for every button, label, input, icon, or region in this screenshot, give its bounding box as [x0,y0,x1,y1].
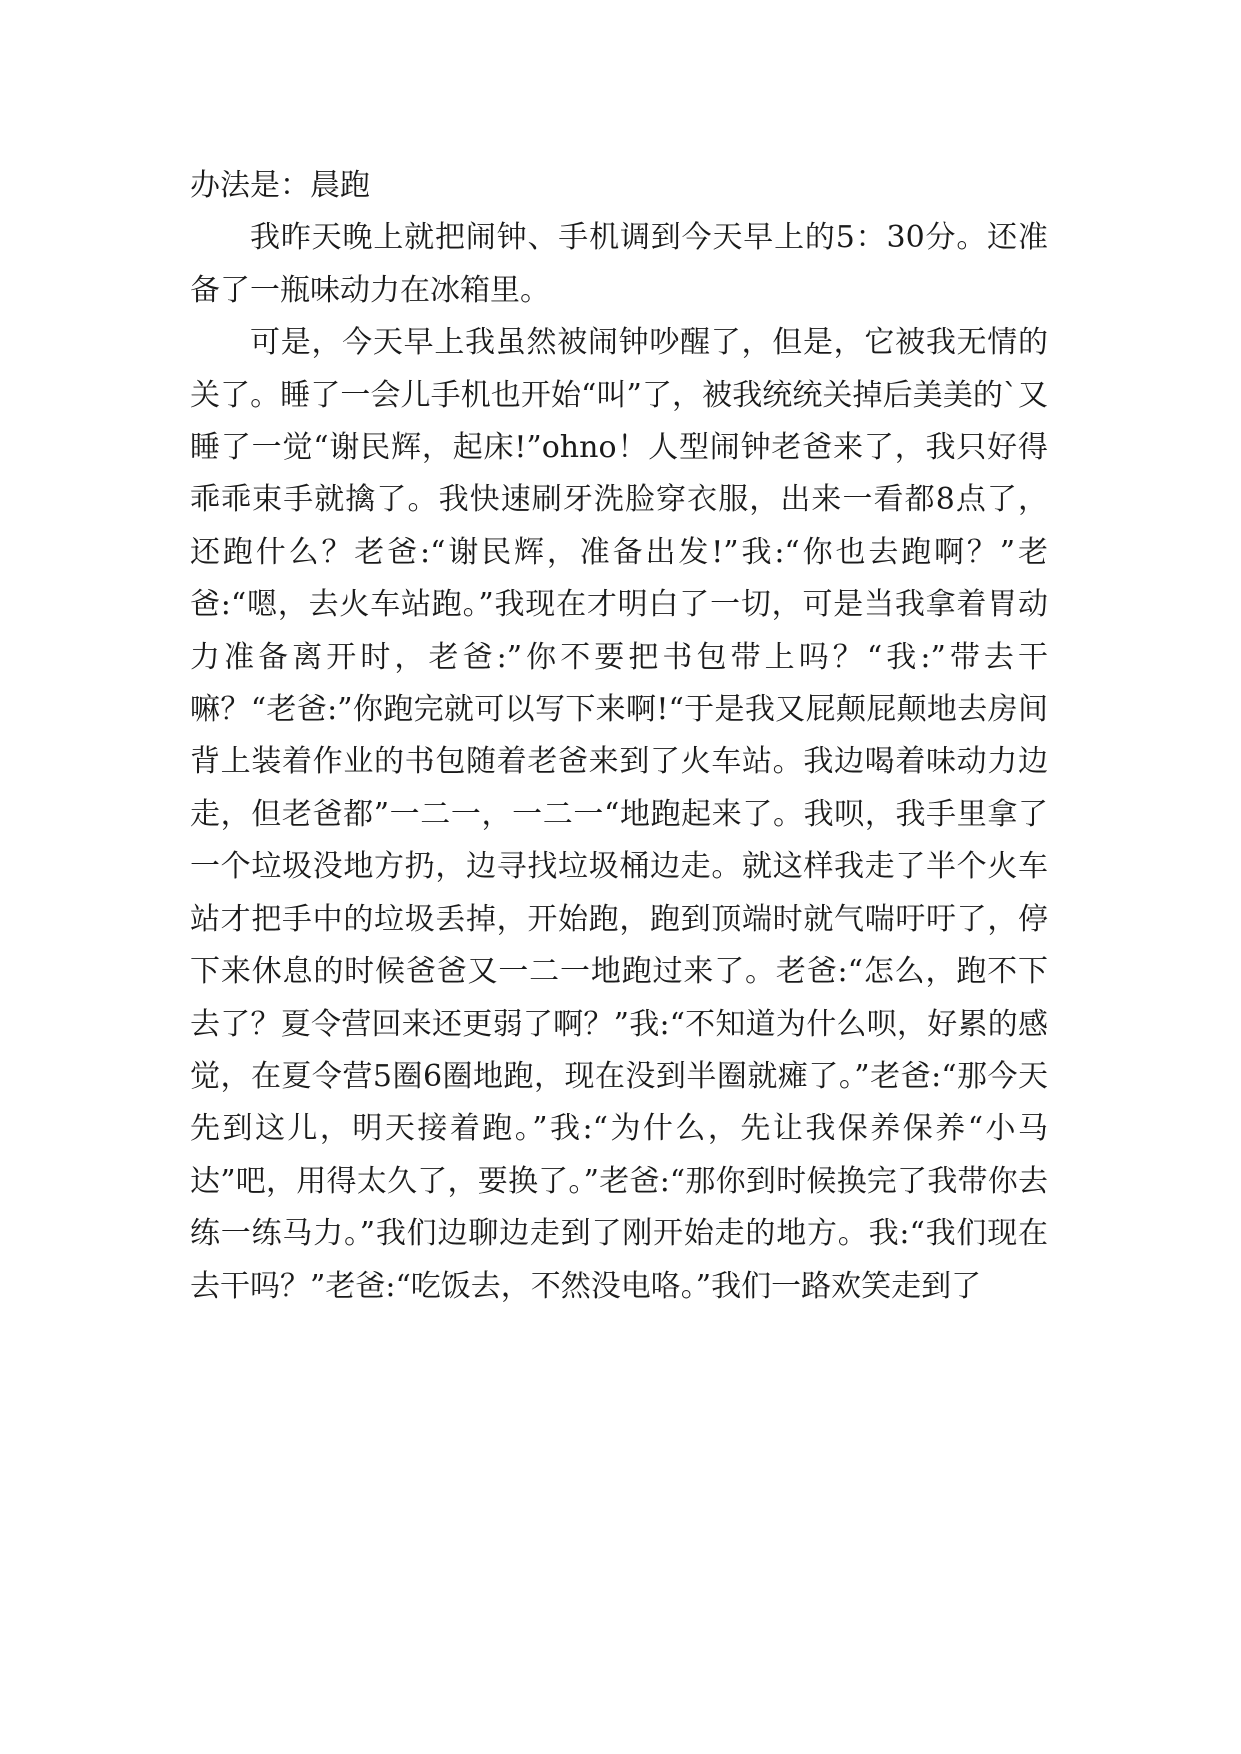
document-body [190,160,1048,1313]
paragraph-alarm-setup: 我昨天晚上就把闹钟、手机调到今天早上的5：30分。还准备了一瓶味动力在冰箱里。 [190,220,1048,308]
paragraph-morning-run-story: 可是，今天早上我虽然被闹钟吵醒了，但是，它被我无情的关了。睡了一会儿手机也开始“叫”了，被我统统关掉后美美的`又睡了一觉“谢民辉，起床!”ohno！人型闹钟老爸来了，我只好得乖乖束手就擒了。我快速刷牙洗脸穿衣服，出来一看都8点了，还跑什么？老爸:“谢民辉，准备出发!”我:“你也去跑啊？”老爸:“嗯，去火车站跑。”我现在才明白了一切，可是当我拿着胃动力准备离开时，老爸:”你不要把书包带上吗？“我:”带去干嘛？“老爸:”你跑完就可以写下来啊!“于是我又屁颠屁颠地去房间背上装着作业的书包随着老爸来到了火车站。我边喝着味动力边走，但老爸都”一二一，一二一“地跑起来了。我呗，我手里拿了一个垃圾没地方扔，边寻找垃圾桶边走。就这样我走了半个火车站才把手中的垃圾丢掉，开始跑，跑到顶端时就气喘吁吁了，停下来休息的时候爸爸又一二一地跑过来了。老爸:“怎么，跑不下去了？夏令营回来还更弱了啊？”我:“不知道为什么呗，好累的感觉，在夏令营5圈6圈地跑，现在没到半圈就瘫了。”老爸:“那今天先到这儿，明天接着跑。”我:“为什么，先让我保养保养“小马达”吧，用得太久了，要换了。”老爸:“那你到时候换完了我带你去练一练马力。”我们边聊边走到了刚开始走的地方。我:“我们现在去干吗？”老爸:“吃饭去，不然没电咯。”我们一路欢笑走到了 [190,325,1048,1304]
paragraph-heading-line: 办法是：晨跑 [190,168,370,203]
